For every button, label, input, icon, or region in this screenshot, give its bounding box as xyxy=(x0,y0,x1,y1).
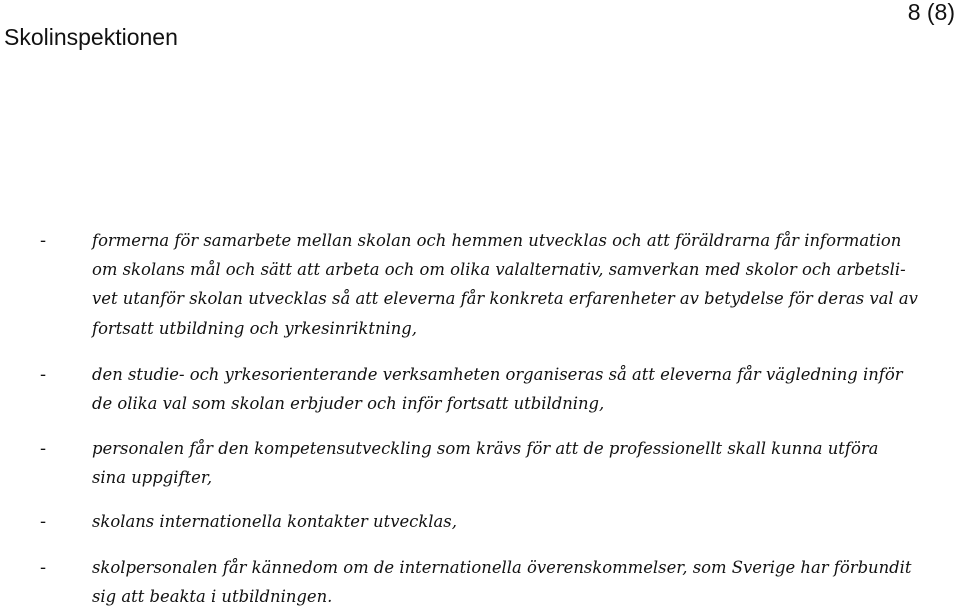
list-dash: - xyxy=(40,557,47,578)
list-dash: - xyxy=(40,511,47,532)
item-text-line: personalen får den kompetensutveckling som krävs för att de professionellt skall kunna utföra xyxy=(92,439,879,458)
item-text-line: vet utanför skolan utvecklas så att eleverna får konkreta erfarenheter av betydelse för deras val av xyxy=(92,289,918,308)
item-text-line: skolans internationella kontakter utvecklas, xyxy=(92,512,457,531)
list-dash: - xyxy=(40,438,47,459)
item-text-line: den studie- och yrkesorienterande verksamheten organiseras så att eleverna får vägledning inför xyxy=(92,365,903,384)
item-text-line: sig att beakta i utbildningen. xyxy=(92,587,333,606)
list-dash: - xyxy=(40,230,47,251)
header-organization: Skolinspektionen xyxy=(4,24,178,50)
item-text-line: fortsatt utbildning och yrkesinriktning, xyxy=(92,319,417,338)
item-text-line: formerna för samarbete mellan skolan och hemmen utvecklas och att föräldrarna får information xyxy=(92,231,902,250)
item-text-line: de olika val som skolan erbjuder och inför fortsatt utbildning, xyxy=(92,394,605,413)
item-text-line: om skolans mål och sätt att arbeta och om olika valalternativ, samverkan med skolor och arbetsli- xyxy=(92,260,906,279)
item-text-line: sina uppgifter, xyxy=(92,468,213,487)
item-text-line: skolpersonalen får kännedom om de internationella överenskommelser, som Sverige har förbundit xyxy=(92,558,912,577)
page-number: 8 (8) xyxy=(907,0,955,25)
list-dash: - xyxy=(40,364,47,385)
